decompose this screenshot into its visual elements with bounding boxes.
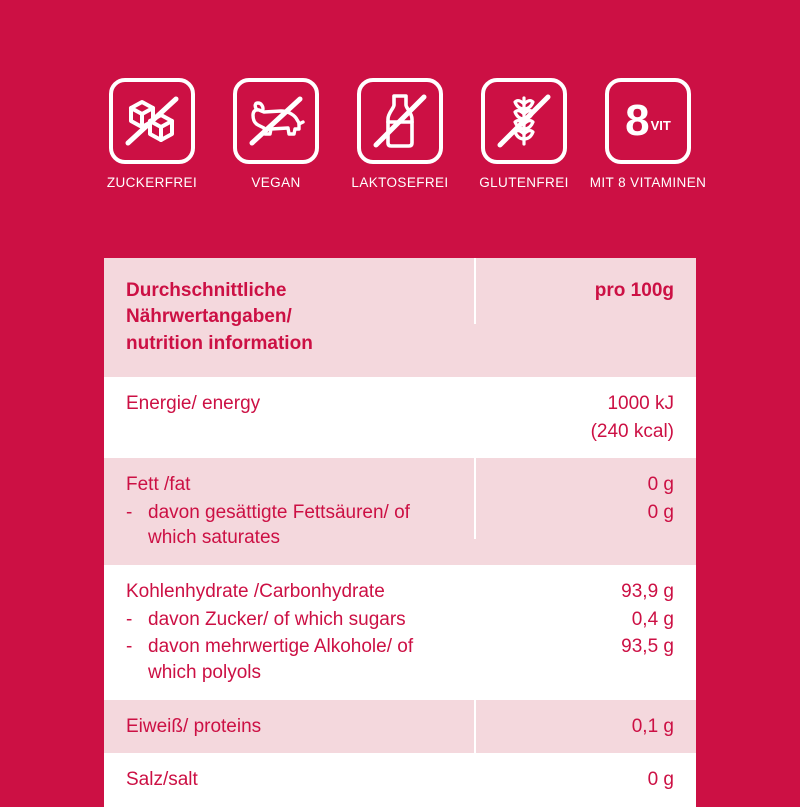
vitamin-sup: VIT [650, 117, 671, 133]
header-label-line1: Durchschnittliche Nährwertangaben/ [126, 280, 292, 327]
bullet-dash: - [126, 501, 133, 523]
row-value: 0 g [647, 769, 674, 791]
row-values [474, 377, 696, 458]
row-label [104, 458, 474, 565]
row-values [474, 565, 696, 674]
row-values [474, 753, 696, 807]
table-row [104, 753, 696, 807]
row-subitem-text: davon Zucker/ of which sugars [148, 608, 406, 630]
row-value: (240 kcal) [590, 420, 674, 442]
row-label-text: Fett /fat [126, 474, 191, 496]
badge-mit-8-vitaminen [589, 78, 707, 190]
row-subitem [126, 500, 456, 551]
row-label-text: Kohlenhydrate /Carbonhydrate [126, 581, 385, 603]
row-subitem-text: davon gesättigte Fettsäuren/ of which saturates [148, 501, 410, 549]
badge-laktosefrei [345, 78, 455, 190]
row-values [474, 458, 696, 539]
badge-label: ZUCKERFREI [106, 175, 198, 190]
header-value: pro 100g [474, 258, 696, 324]
header-label [104, 258, 474, 377]
header-label-line2: nutrition information [126, 333, 313, 355]
row-value: 0 g [647, 501, 674, 523]
badge-label: LAKTOSEFREI [351, 175, 449, 190]
table-row [104, 377, 696, 458]
row-label [104, 565, 474, 700]
row-subitem-text: davon mehrwertige Alkohole/ of which polyols [148, 636, 414, 684]
row-value: 0,1 g [631, 715, 674, 737]
vitamin-count: 8 [625, 96, 649, 145]
badge-glutenfrei [469, 78, 579, 190]
table-header-row [104, 258, 696, 377]
row-value: 93,9 g [621, 581, 674, 603]
row-value: 0 g [647, 474, 674, 496]
cow-crossed-icon [233, 78, 319, 164]
row-values [474, 700, 696, 754]
badge-label: VEGAN [251, 175, 301, 190]
table-row [104, 458, 696, 565]
table-row [104, 565, 696, 700]
badge-label: MIT 8 VITAMINEN [589, 175, 707, 190]
sugar-cubes-crossed-icon [109, 78, 195, 164]
row-value: 1000 kJ [607, 392, 674, 414]
row-label [104, 753, 474, 807]
row-label [104, 377, 474, 431]
row-subitem [126, 634, 456, 685]
badge-vegan [221, 78, 331, 190]
bullet-dash: - [126, 608, 133, 630]
row-label-text: Energie/ energy [126, 392, 261, 414]
badge-zuckerfrei [97, 78, 207, 190]
table-row [104, 700, 696, 754]
badge-label: GLUTENFREI [479, 175, 569, 190]
row-label-text: Eiweiß/ proteins [126, 715, 262, 737]
eight-vitamins-icon [605, 78, 691, 164]
row-label [104, 700, 474, 754]
row-value: 93,5 g [621, 636, 674, 658]
nutrition-table [104, 258, 696, 807]
claims-badge-row [0, 78, 800, 190]
bullet-dash: - [126, 636, 133, 658]
row-subitem [126, 607, 456, 633]
milk-bottle-crossed-icon [357, 78, 443, 164]
row-label-text: Salz/salt [126, 769, 198, 791]
wheat-crossed-icon [481, 78, 567, 164]
row-value: 0,4 g [631, 608, 674, 630]
